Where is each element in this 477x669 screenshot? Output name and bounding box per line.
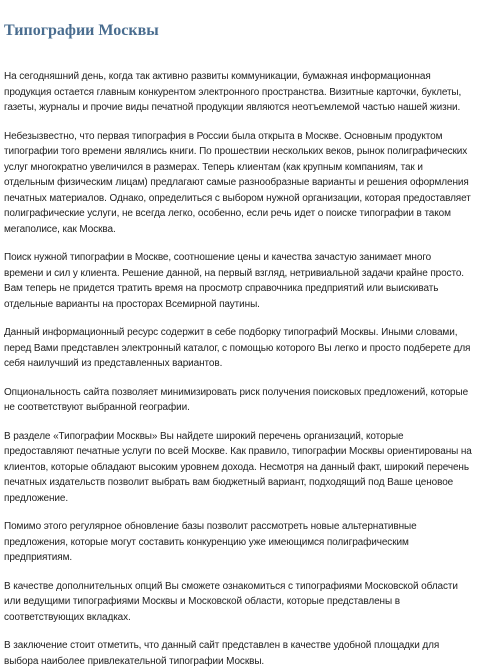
paragraph-4: Данный информационный ресурс содержит в себе подборку типографий Москвы. Иными словами, перед Вами представлен электронный каталог, с помощью которого Вы легко и просто подберете для себя наилучший из представленных вариантов.	[4, 327, 471, 369]
article-body	[4, 69, 473, 669]
paragraph-6: В разделе «Типографии Москвы» Вы найдете широкий перечень организаций, которые предоставляют печатные услуги по всей Москве. Как правило, типографии Москвы ориентированы на клиентов, которые обладают высоким уровнем дохода. Несмотря на данный факт, широкий перечень печатных издательств позволит выбрать вам бюджетный вариант, подходящий под Ваше ценовое предложение.	[4, 430, 472, 504]
paragraph-8: В качестве дополнительных опций Вы сможете ознакомиться с типографиями Московской области или ведущими типографиями Москвы и Московской области, которые представлены в соответствующих вкладках.	[4, 580, 458, 623]
paragraph-5: Опциональность сайта позволяет минимизировать риск получения поисковых предложений, которые не соответствуют выбранной географии.	[4, 386, 469, 413]
page-title: Типографии Москвы	[4, 22, 159, 39]
paragraph-2: Небезызвестно, что первая типография в России была открыта в Москве. Основным продуктом типографии того времени являлись книги. По прошествии нескольких веков, рынок полиграфических услуг многократно увеличился в размерах. Теперь клиентам (как крупным компаниям, так и отдельным физическим лицам) предлагают самые разнообразные варианты и решения оформления печатных материалов. Однако, определиться с выбором нужной организации, которая предоставляет полиграфические услуги, не всегда легко, особенно, если речь идет о поиске типографии в таком мегаполисе, как Москва.	[4, 130, 471, 235]
paragraph-9: В заключение стоит отметить, что данный сайт представлен в качестве удобной площадки для выбора наиболее привлекательной типографии Москвы.	[4, 640, 440, 667]
paragraph-3: Поиск нужной типографии в Москве, соотношение цены и качества зачастую занимает много времени и сил у клиента. Решение данной, на первый взгляд, нетривиальной задачи крайне просто. Вам теперь не придется тратить время на просмотр справочника предприятий или выискивать отдельные варианты на просторах Всемирной паутины.	[4, 252, 464, 310]
paragraph-1: На сегодняшний день, когда так активно развиты коммуникации, бумажная информационная продукция остается главным конкурентом электронного пространства. Визитные карточки, буклеты, газеты, журналы и прочие виды печатной продукции являются неотъемлемой частью нашей жизни.	[4, 71, 462, 113]
paragraph-7: Помимо этого регулярное обновление базы позволит рассмотреть новые альтернативные предложения, которые могут составить конкуренцию уже имеющимся полиграфическим предприятиям.	[4, 521, 417, 563]
